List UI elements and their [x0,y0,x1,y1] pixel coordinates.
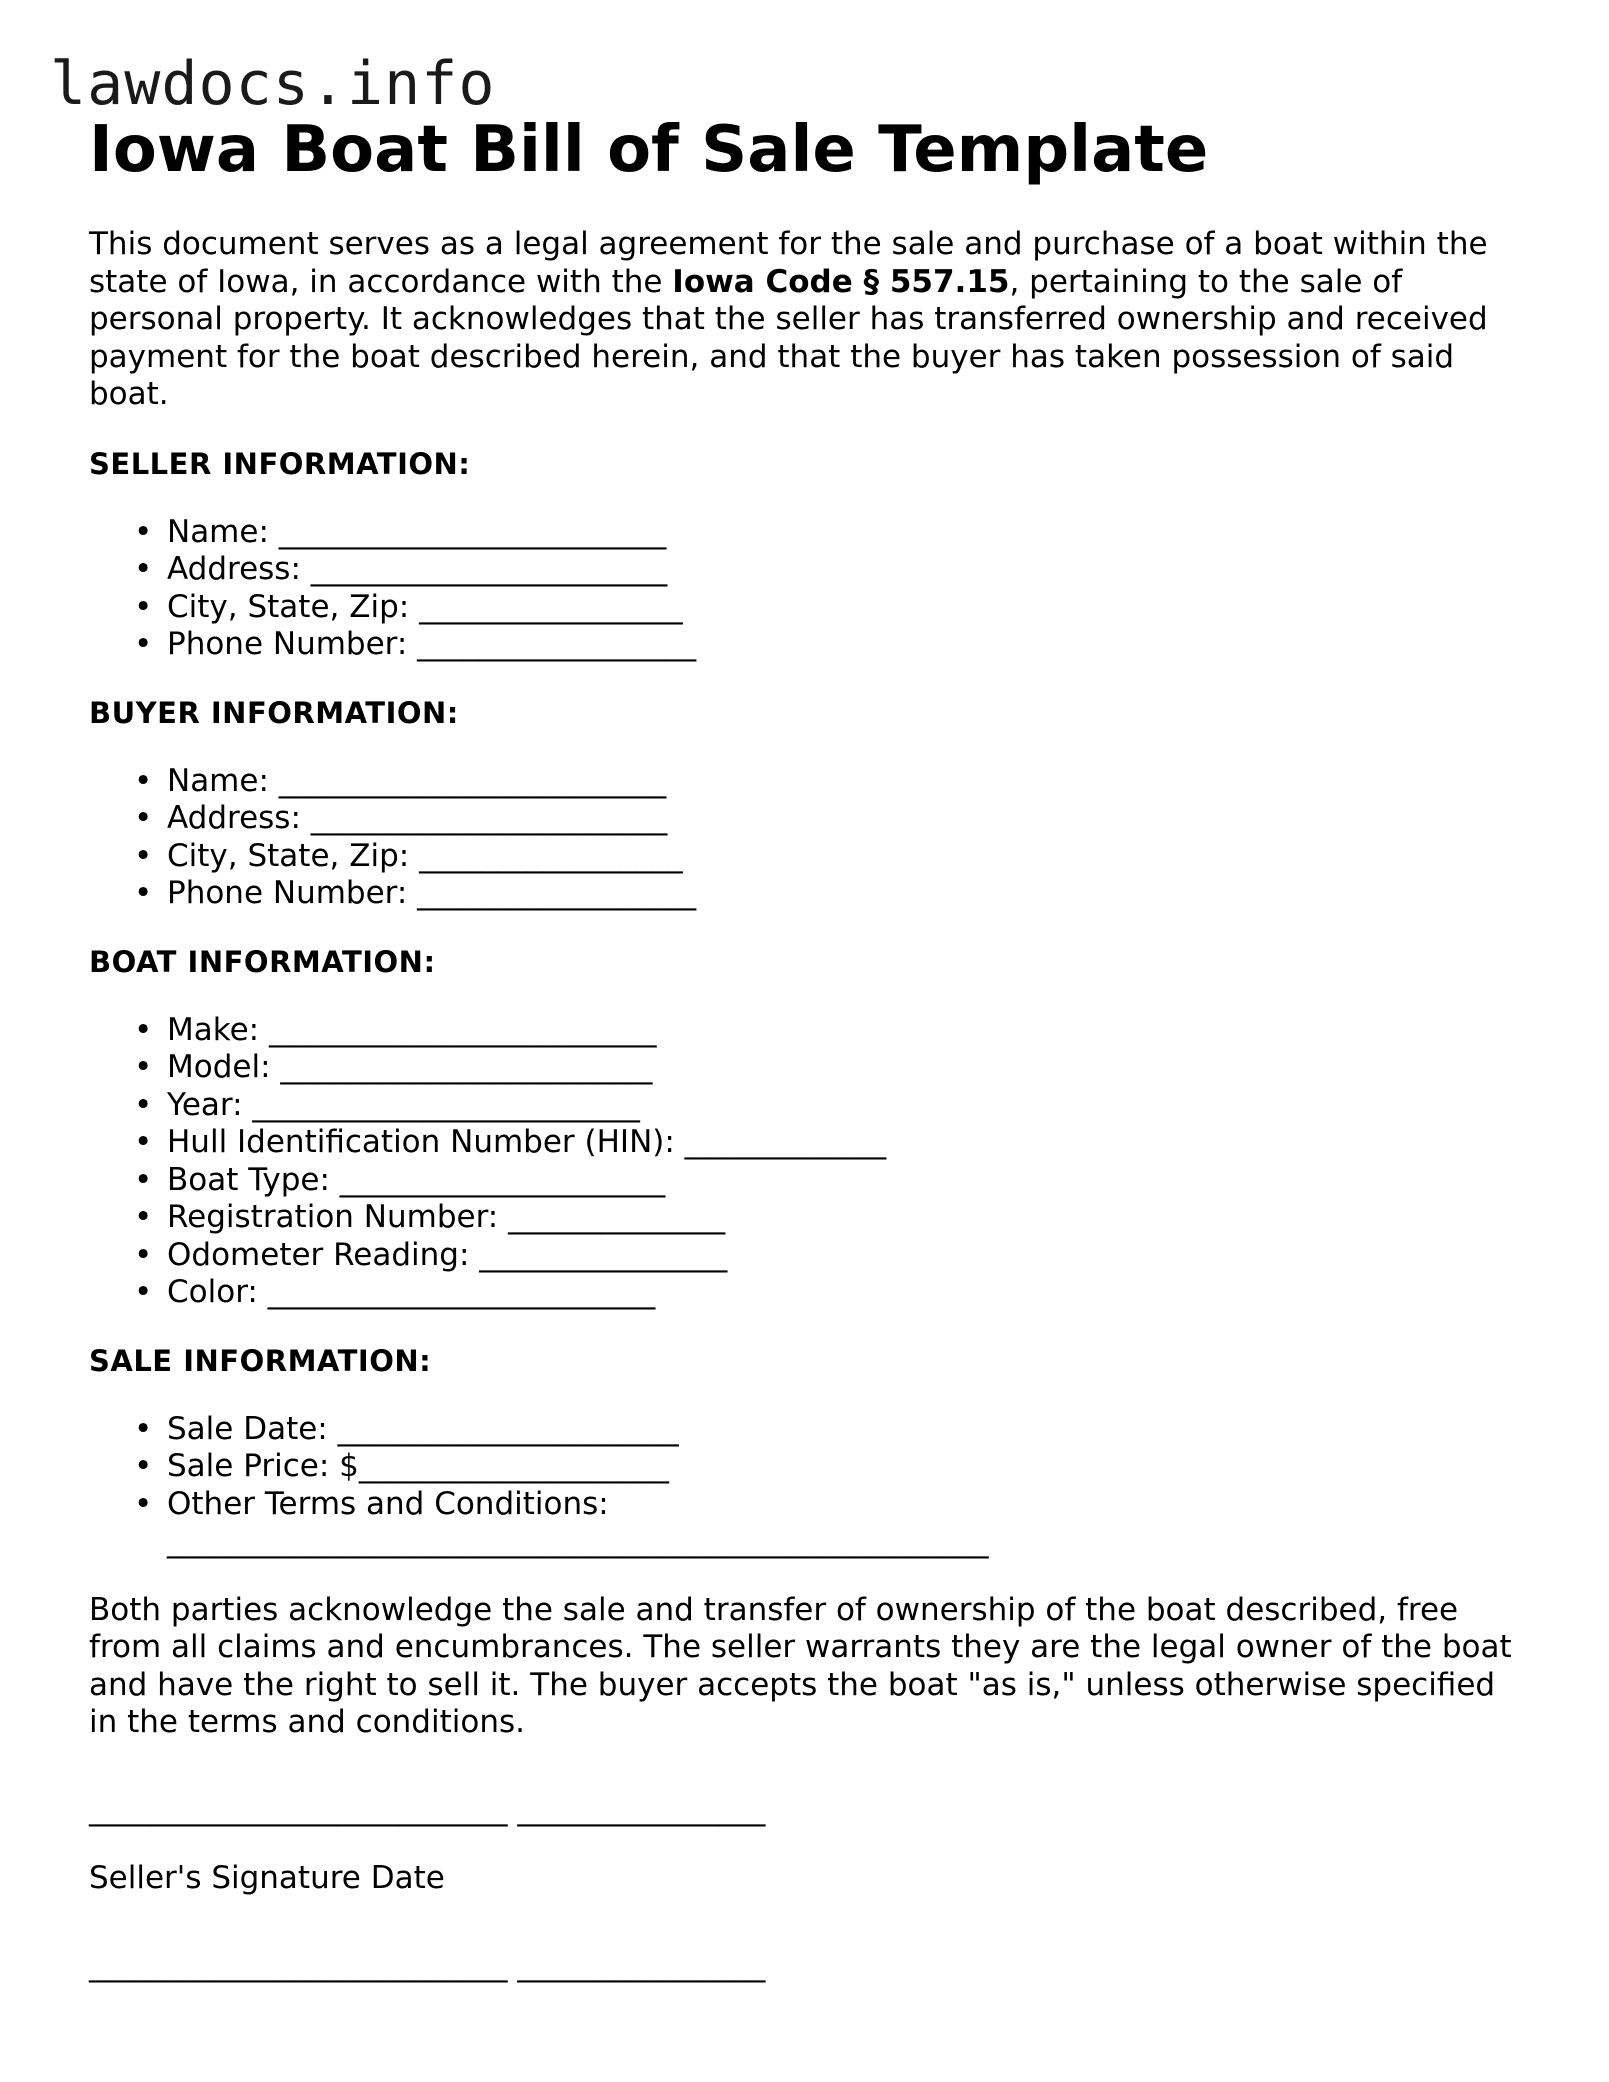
seller-address-field[interactable] [167,551,1529,589]
field-blank: ________________ [479,1236,728,1273]
sale-terms-field[interactable] [167,1486,1529,1561]
boat-registration-field[interactable] [167,1199,1529,1237]
boat-odometer-field[interactable] [167,1237,1529,1275]
intro-text-1: This document serves as a legal agreement for the sale and purchase of a boat within the state of Iowa, in accordance with the [89,226,1488,300]
field-label: Address: [167,800,301,836]
seller-city-state-zip-field[interactable] [167,589,1529,627]
seller-fields [89,514,1529,664]
buyer-heading: BUYER INFORMATION: [89,695,459,730]
iowa-code-citation: Iowa Code § 557.15 [672,263,1010,300]
field-blank: _________________________ [268,1011,657,1048]
buyer-address-field[interactable] [167,800,1529,838]
field-blank: ____________________ [358,1448,669,1484]
field-label: Phone Number: [167,626,408,662]
buyer-signature-line[interactable]: ___________________________ ________________ [89,1946,766,1983]
field-blank: ______________ [508,1199,726,1235]
field-blank: _______________________ [310,800,668,836]
seller-signature-line[interactable]: ___________________________ ________________ [89,1790,766,1827]
field-label: Make: [167,1011,260,1048]
buyer-fields [89,763,1529,913]
intro-paragraph [89,226,1529,414]
field-blank: _____________ [684,1124,887,1160]
sale-fields [89,1411,1529,1561]
field-label: Address: [167,551,301,587]
boat-hin-field[interactable] [167,1124,1529,1162]
seller-signature-label: Seller's Signature Date [89,1860,445,1896]
document-title: Iowa Boat Bill of Sale Template [89,113,1209,187]
field-blank: ______________________ [337,1410,679,1447]
field-blank: _________________________ [252,1086,640,1123]
field-label: City, State, Zip: [167,837,410,874]
field-blank: _________________________ [278,513,667,550]
field-blank: __________________ [417,626,697,662]
field-label: Name: [167,513,269,550]
buyer-name-field[interactable] [167,763,1529,801]
field-blank: __________________ [417,875,697,911]
field-label: Model: [167,1049,271,1085]
seller-phone-field[interactable] [167,626,1529,664]
field-label: Registration Number: [167,1199,499,1235]
sale-date-field[interactable] [167,1411,1529,1449]
field-label: Phone Number: [167,875,408,911]
field-label: Boat Type: [167,1161,330,1198]
field-blank: _________________________ [278,762,667,799]
field-blank: _______________________ [310,551,668,587]
field-label: Hull Identification Number (HIN): [167,1124,675,1160]
field-blank: _________________________ [267,1274,656,1310]
field-label: Name: [167,762,269,799]
boat-year-field[interactable] [167,1087,1529,1125]
document-body [89,108,1529,1984]
sale-price-field[interactable] [167,1448,1529,1486]
field-blank: ________________________ [280,1049,653,1085]
field-label: Color: [167,1274,258,1310]
field-label: Sale Price: $ [167,1448,359,1484]
field-blank: _____________________________________________________ [167,1523,989,1559]
buyer-city-state-zip-field[interactable] [167,838,1529,876]
seller-name-field[interactable] [167,514,1529,552]
field-label: City, State, Zip: [167,588,410,625]
field-label: Odometer Reading: [167,1236,470,1273]
boat-fields [89,1012,1529,1312]
field-label: Year: [167,1086,243,1123]
acknowledgement-paragraph: Both parties acknowledge the sale and transfer of ownership of the boat described, free from all claims and encumbrances. The seller warrants they are the legal owner of the boat and have the right to sell it. The buyer accepts the boat "as is," unless otherwise specified in the terms and conditions. [89,1591,1512,1740]
boat-color-field[interactable] [167,1274,1529,1312]
boat-make-field[interactable] [167,1012,1529,1050]
intro-text-2: , pertaining to the sale of personal property. It acknowledges that the seller has transferred ownership and received payment for the boat described herein, and that the buyer has taken possession of said boat. [89,263,1488,412]
field-blank: _________________ [419,837,683,874]
site-watermark: lawdocs.info [50,49,496,119]
buyer-phone-field[interactable] [167,875,1529,913]
boat-model-field[interactable] [167,1049,1529,1087]
field-label: Other Terms and Conditions: [167,1485,609,1522]
seller-heading: SELLER INFORMATION: [89,446,471,481]
sale-heading: SALE INFORMATION: [89,1343,432,1378]
boat-heading: BOAT INFORMATION: [89,944,436,979]
field-blank: _____________________ [339,1161,666,1198]
field-blank: _________________ [419,588,683,625]
field-label: Sale Date: [167,1410,328,1447]
boat-type-field[interactable] [167,1162,1529,1200]
